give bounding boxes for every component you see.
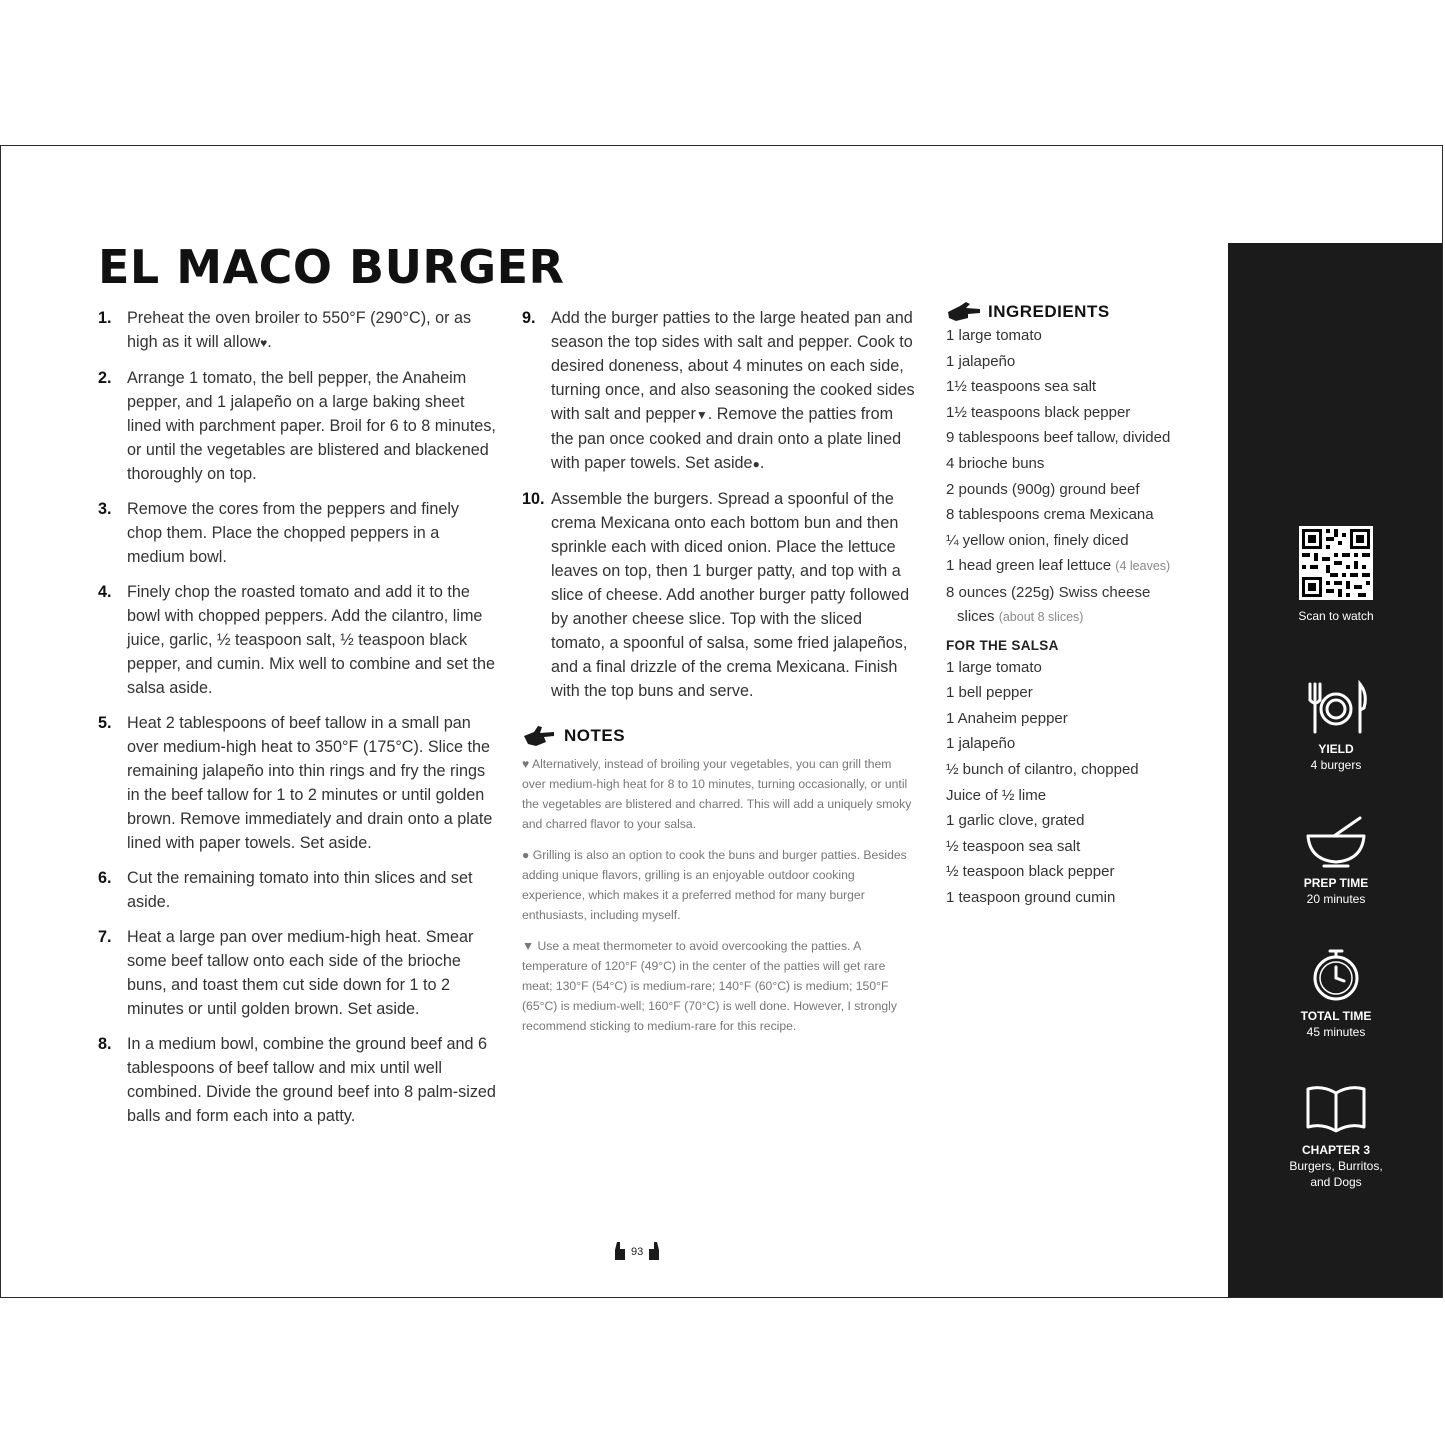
step-number: 3. (98, 500, 112, 518)
step-text: Arrange 1 tomato, the bell pepper, the Anaheim pepper, and 1 jalapeño on a large baking sheet lined with parchment paper. Broil for 6 to 8 minutes, or until the vegetables are blistered and blackened thoroughly on top. (127, 369, 496, 483)
step-text: In a medium bowl, combine the ground beef and 6 tablespoons of beef tallow and mix until well combined. Divide the ground beef into 8 palm-sized balls and form each into a patty. (127, 1035, 496, 1125)
total-time-label: TOTAL TIME (1300, 1009, 1372, 1023)
step-item (98, 711, 498, 855)
step-text: Heat a large pan over medium-high heat. Smear some beef tallow onto each side of the brioche buns, and toast them cut side down for 1 to 2 minutes or until golden brown. Set aside. (127, 928, 474, 1018)
ingredient-item: 1 teaspoon ground cumin (946, 888, 1116, 906)
triangle-marker-icon: ▼ (695, 408, 708, 422)
step-item (98, 580, 498, 700)
step-text: Finely chop the roasted tomato and add it to the bowl with chopped peppers. Add the cilantro, lime juice, garlic, ½ teaspoon salt, ½ teaspoon black pepper, and cumin. Mix well to combine and set the salsa aside. (127, 583, 496, 697)
step-item (98, 306, 498, 355)
notes-title: NOTES (564, 726, 626, 745)
ingredient-item: ½ bunch of cilantro, chopped (946, 760, 1139, 778)
step-number: 6. (98, 869, 112, 887)
notes-header (522, 724, 917, 748)
note-item: ♥ Alternatively, instead of broiling your vegetables, you can grill them over medium-high heat for 8 to 10 minutes, turning occasionally, or until the vegetables are blistered and charred. This will add a uniquely smoky and charred flavor to your salsa. (522, 757, 912, 831)
page-footer (613, 1240, 661, 1264)
step-item (522, 306, 917, 476)
note-item: ● Grilling is also an option to cook the buns and burger patties. Besides adding unique flavors, grilling is an enjoyable outdoor cooking experience, which makes it a preferred method for many burger enthusiasts, including myself. (522, 848, 907, 922)
step-number: 7. (98, 928, 112, 946)
ingredients-header (946, 302, 1206, 322)
ingredients-list (946, 323, 1206, 628)
thumbs-up-icon (647, 1240, 661, 1264)
page-number: 93 (631, 1246, 644, 1258)
ingredient-item: 1½ teaspoons sea salt (946, 378, 1097, 396)
triangle-marker-icon: ▼ (522, 939, 535, 953)
step-item (98, 866, 498, 914)
pointing-hand-icon (946, 302, 982, 322)
prep-time-value: 20 minutes (1306, 892, 1366, 906)
ingredient-item: 1 bell pepper (946, 684, 1033, 702)
ingredient-item: 9 tablespoons beef tallow, divided (946, 429, 1171, 447)
recipe-title: EL MACO BURGER (98, 240, 565, 294)
step-number: 8. (98, 1035, 112, 1053)
steps-column-1 (98, 306, 498, 1139)
chapter-value: Burgers, Burritos, and Dogs (1289, 1159, 1383, 1189)
info-sidebar (1228, 243, 1443, 1298)
ingredient-item: ¼ yellow onion, finely diced (946, 531, 1129, 549)
chapter-block (1228, 1081, 1443, 1190)
chapter-label: CHAPTER 3 (1301, 1143, 1370, 1157)
step-number: 5. (98, 714, 112, 732)
note-item: ▼ Use a meat thermometer to avoid overcooking the patties. A temperature of 120°F (49°C) in the center of the patties will get rare meat; 130°F (54°C) is medium-rare; 140°F (60°C) is medium; 150°F (65°C) is medium-well; 160°F (70°C) is well done. However, I strongly recommend sticking to medium-rare for this recipe. (522, 939, 897, 1033)
ingredient-note: (4 leaves) (1115, 559, 1171, 574)
qr-code-icon[interactable] (1299, 526, 1373, 600)
ingredient-note: (about 8 slices) (998, 609, 1084, 624)
step-item (98, 1032, 498, 1128)
scan-label[interactable]: Scan to watch (1298, 609, 1374, 623)
salsa-subheading: FOR THE SALSA (946, 637, 1059, 653)
scan-block[interactable] (1228, 526, 1443, 624)
step-text: Remove the cores from the peppers and finely chop them. Place the chopped peppers in a medium bowl. (127, 500, 460, 566)
ingredient-item: 2 pounds (900g) ground beef (946, 480, 1140, 498)
salsa-ingredients-list (946, 655, 1206, 911)
yield-value: 4 burgers (1310, 758, 1362, 772)
ingredient-item: 1 garlic clove, grated (946, 812, 1085, 830)
ingredient-item: 8 ounces (225g) Swiss cheese slices (about 8 slices) (946, 583, 1151, 625)
step-item (522, 487, 917, 703)
notes-section (522, 724, 917, 1036)
ingredient-item: 4 brioche buns (946, 454, 1045, 472)
ingredient-item: Juice of ½ lime (946, 786, 1047, 804)
step-item (98, 366, 498, 486)
mixing-bowl-icon (1304, 814, 1368, 870)
ingredient-item: 1 large tomato (946, 327, 1042, 344)
stopwatch-icon (1304, 947, 1368, 1003)
open-book-icon (1304, 1081, 1368, 1137)
pointing-hand-icon (522, 724, 556, 748)
step-text: Heat 2 tablespoons of beef tallow in a small pan over medium-high heat to 350°F (175°C). Slice the remaining jalapeño into thin rings and fry the rings in the beef tallow for 1 to 2 minutes or until golden brown. Remove immediately and drain onto a plate lined with paper towels. Set aside. (127, 714, 493, 852)
total-time-value: 45 minutes (1306, 1025, 1366, 1039)
step-text: Cut the remaining tomato into thin slices and set aside. (127, 869, 473, 911)
step-number: 1. (98, 309, 112, 327)
step-text: Add the burger patties to the large heated pan and season the top sides with salt and pepper. Cook to desired doneness, about 4 minutes on each side, turning once, and also seasoning the cooked sides with salt and pepper▼. Remove the patties from the pan once cooked and drain onto a plate lined with paper towels. Set aside●. (551, 309, 915, 472)
total-time-block (1228, 947, 1443, 1040)
heart-marker-icon: ♥ (260, 336, 268, 350)
steps-list (522, 306, 917, 703)
steps-column-2 (522, 306, 917, 1047)
step-item (98, 497, 498, 569)
thumbs-up-icon (613, 1240, 627, 1264)
yield-label: YIELD (1318, 742, 1354, 756)
heart-marker-icon: ♥ (522, 757, 530, 771)
ingredients-title: INGREDIENTS (988, 302, 1110, 321)
ingredient-item: 8 tablespoons crema Mexicana (946, 506, 1154, 524)
yield-block (1228, 680, 1443, 773)
ingredient-item: 1 Anaheim pepper (946, 709, 1068, 727)
dot-marker-icon: ● (752, 457, 760, 471)
ingredients-column (946, 302, 1206, 910)
ingredient-item: ½ teaspoon black pepper (946, 863, 1115, 881)
step-number: 4. (98, 583, 112, 601)
prep-time-label: PREP TIME (1303, 876, 1369, 890)
recipe-page (0, 145, 1443, 1298)
steps-list (98, 306, 498, 1128)
step-number: 9. (522, 309, 536, 327)
dot-marker-icon: ● (522, 848, 530, 862)
step-text: Preheat the oven broiler to 550°F (290°C), or as high as it will allow♥. (127, 309, 472, 351)
prep-time-block (1228, 814, 1443, 907)
ingredient-item: 1 head green leaf lettuce (4 leaves) (946, 557, 1171, 575)
step-number: 10. (522, 490, 545, 508)
ingredient-item: 1 jalapeño (946, 735, 1016, 753)
ingredient-item: ½ teaspoon sea salt (946, 837, 1081, 855)
step-text: Assemble the burgers. Spread a spoonful of the crema Mexicana onto each bottom bun and then sprinkle each with diced onion. Place the lettuce leaves on top, then 1 burger patty, and top with a slice of cheese. Add another burger patty followed by another cheese slice. Top with the sliced tomato, a spoonful of salsa, some fried jalapeños, and a final drizzle of the crema Mexicana. Finish with the top buns and serve. (551, 490, 910, 700)
step-item (98, 925, 498, 1021)
plate-utensils-icon (1304, 680, 1368, 736)
step-number: 2. (98, 369, 112, 387)
ingredient-item: 1 large tomato (946, 658, 1042, 676)
ingredient-item: 1 jalapeño (946, 352, 1016, 370)
ingredient-item: 1½ teaspoons black pepper (946, 403, 1131, 421)
